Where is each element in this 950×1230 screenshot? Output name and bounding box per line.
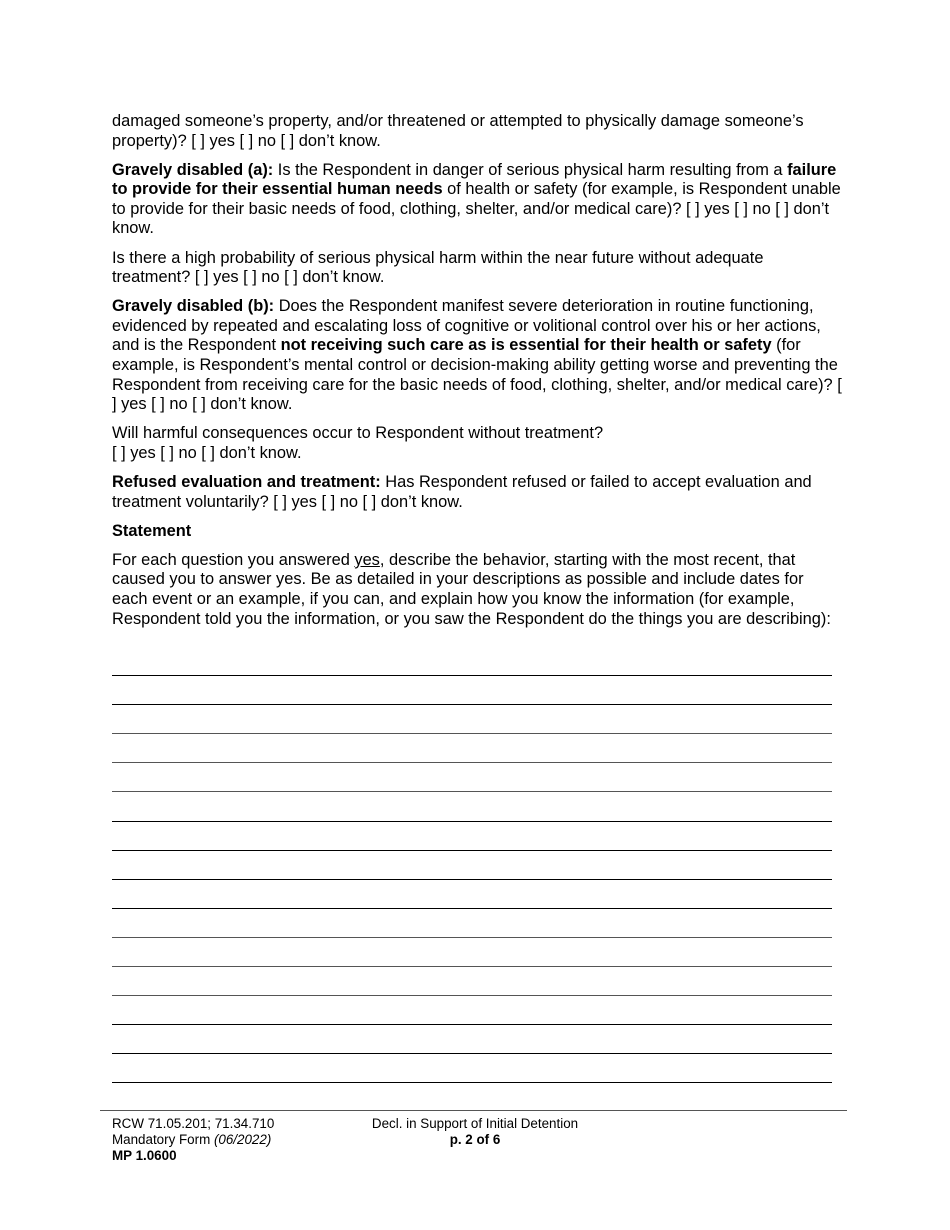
- probability-question-text: Is there a high probability of serious physical harm within the near future without adequate treatment? [ ] yes [ ] no [ ] don’t know.: [112, 248, 764, 287]
- statement-writing-line[interactable]: [112, 995, 832, 996]
- statement-writing-line[interactable]: [112, 791, 832, 792]
- statement-writing-line[interactable]: [112, 1053, 832, 1054]
- statement-writing-line[interactable]: [112, 850, 832, 851]
- gravely-disabled-a-text1: Is the Respondent in danger of serious physical harm resulting from a: [273, 160, 788, 179]
- harmful-consequences-text: Will harmful consequences occur to Respondent without treatment?: [112, 424, 604, 443]
- refused-evaluation-question: [112, 473, 842, 512]
- statement-writing-line[interactable]: [112, 762, 832, 763]
- statement-text2: , describe the behavior, starting with the most recent, that caused you to answer yes. Be as detailed in your descriptions as possible and include dates for each event or an example, if you can, and explain how you know the information (for example, Respondent told you the information, or you saw the Respondent do the things you are describing):: [112, 550, 831, 628]
- property-question-text: damaged someone’s property, and/or threatened or attempted to physically damage someone’s property)? [ ] yes [ ] no [ ] don’t know.: [112, 112, 804, 150]
- refused-evaluation-text: Has Respondent refused or failed to accept evaluation and treatment voluntarily? [ ] yes [ ] no [ ] don’t know.: [112, 473, 812, 511]
- harmful-consequences-answers: [ ] yes [ ] no [ ] don’t know.: [112, 443, 302, 462]
- statement-instructions: [112, 551, 842, 629]
- statement-writing-line[interactable]: [112, 966, 832, 967]
- statement-writing-line[interactable]: [112, 704, 832, 705]
- statement-underlined-yes: yes: [354, 550, 380, 569]
- statement-writing-line[interactable]: [112, 733, 832, 734]
- statement-text1: For each question you answered: [112, 550, 355, 569]
- probability-question: [112, 249, 842, 288]
- footer-center: [366, 1116, 584, 1148]
- statement-heading: Statement: [112, 521, 192, 540]
- property-question: [112, 112, 842, 151]
- footer-divider: [100, 1110, 847, 1111]
- gravely-disabled-b-emphasis: not receiving such care as is essential for their health or safety: [280, 336, 772, 355]
- gravely-disabled-a-text2: of health or safety (for example, is Respondent unable to provide for their basic needs of food, clothing, shelter, and/or medical care)? [ ] yes [ ] no [ ] don’t know.: [112, 180, 841, 238]
- footer-rcw-citation: RCW 71.05.201; 71.34.710: [112, 1116, 275, 1131]
- statement-writing-line[interactable]: [112, 908, 832, 909]
- footer-left: [112, 1116, 274, 1164]
- statement-writing-line[interactable]: [112, 821, 832, 822]
- statement-writing-line[interactable]: [112, 879, 832, 880]
- statement-writing-line[interactable]: [112, 1082, 832, 1083]
- gravely-disabled-b-question: [112, 297, 842, 415]
- footer-mandatory-form-text: Mandatory Form: [112, 1132, 214, 1147]
- gravely-disabled-a-emphasis: failure to provide for their essential human needs: [112, 160, 837, 199]
- statement-writing-line[interactable]: [112, 937, 832, 938]
- footer-mandatory-form: [112, 1132, 274, 1148]
- footer-form-title: Decl. in Support of Initial Detention: [371, 1116, 579, 1131]
- statement-writing-line[interactable]: [112, 675, 832, 676]
- footer-page-number: p. 2 of 6: [449, 1132, 501, 1147]
- gravely-disabled-b-text2: (for example, is Respondent’s mental control or decision-making ability getting worse and preventing the Respondent from receiving care for the basic needs of food, clothing, shelter, and/or medical care)? [ ] yes [ ] no [ ] don’t know.: [112, 336, 842, 414]
- harmful-consequences-question: [112, 424, 842, 463]
- footer-form-number: MP 1.0600: [112, 1148, 177, 1163]
- gravely-disabled-a-label: Gravely disabled (a):: [112, 160, 274, 179]
- gravely-disabled-b-label: Gravely disabled (b):: [112, 297, 275, 316]
- statement-writing-line[interactable]: [112, 1024, 832, 1025]
- gravely-disabled-b-text1: Does the Respondent manifest severe deterioration in routine functioning, evidenced by repeated and escalating loss of cognitive or volitional control over his or her actions, and is the Respondent: [112, 297, 821, 355]
- form-body: [112, 112, 842, 639]
- footer-form-date: (06/2022): [213, 1132, 272, 1147]
- gravely-disabled-a-question: [112, 161, 842, 239]
- refused-evaluation-label: Refused evaluation and treatment:: [112, 473, 381, 491]
